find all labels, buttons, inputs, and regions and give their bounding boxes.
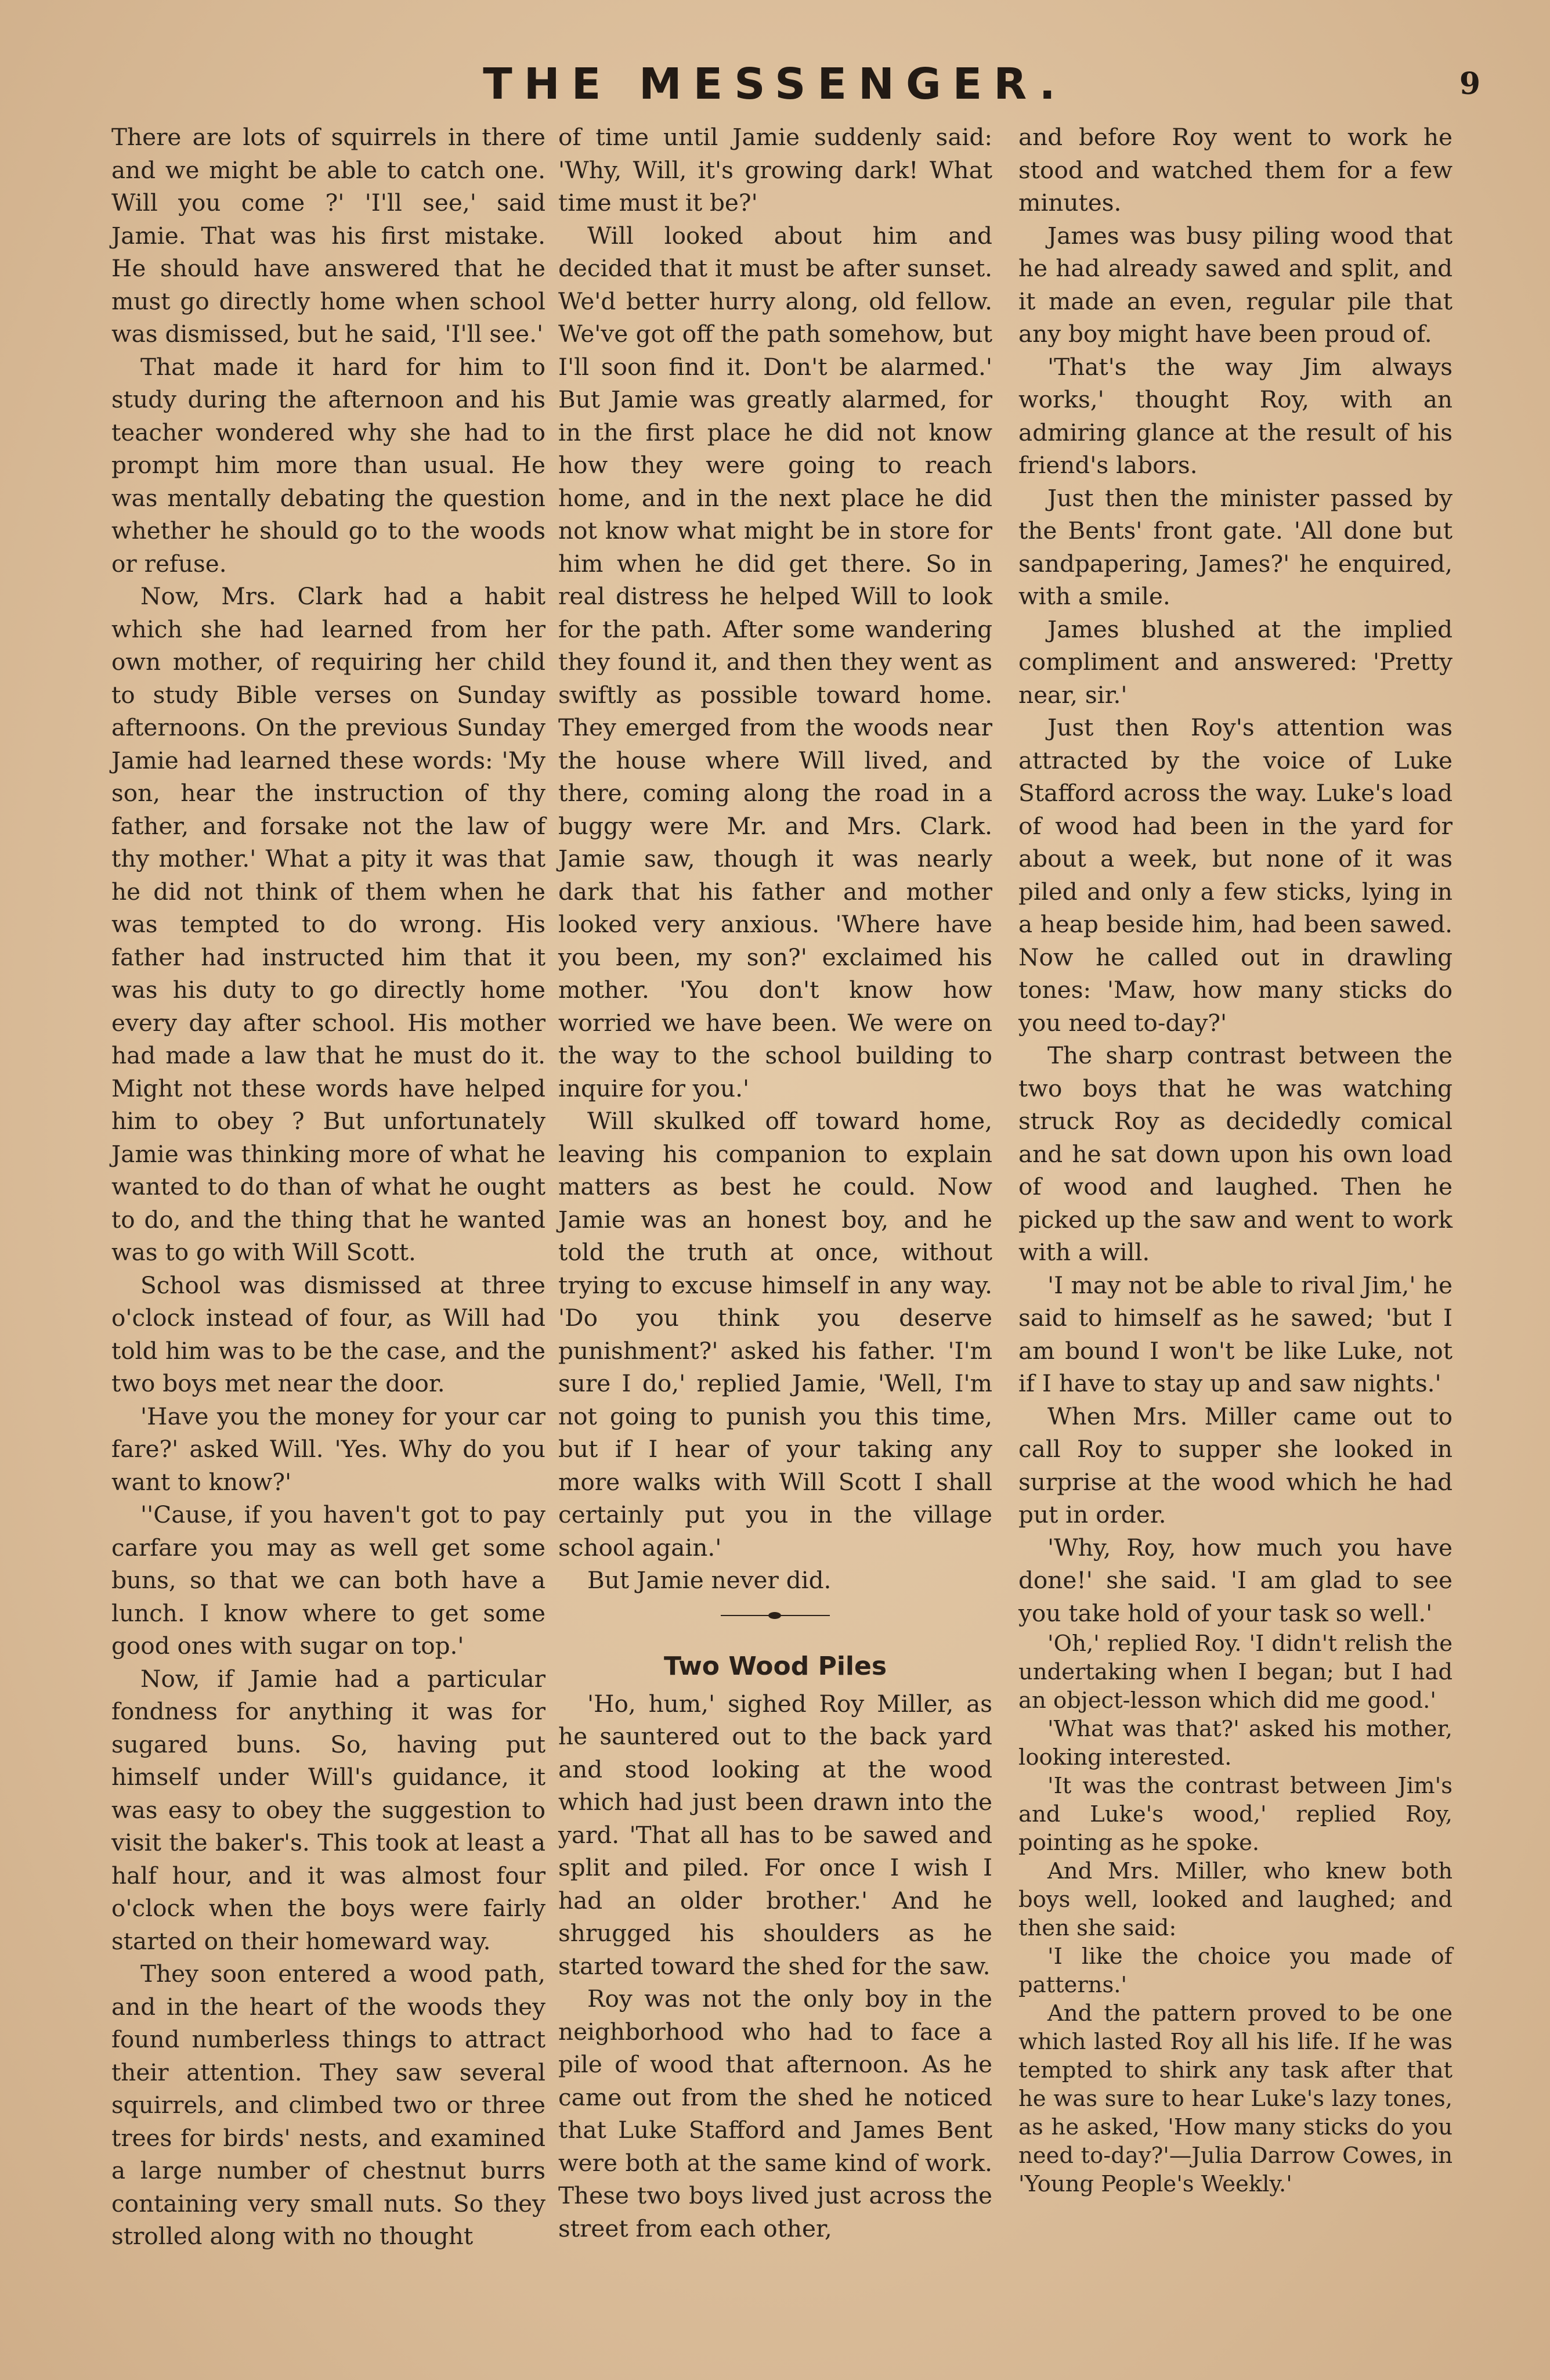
article-heading: Two Wood Piles: [663, 1651, 887, 1681]
paragraph: ''Cause, if you haven't got to pay carfare you may as well get some buns, so that we can both have a lunch. I know where to get some good ones with sugar on top.': [111, 1501, 545, 1660]
paragraph: 'That's the way Jim always works,' thought Roy, with an admiring glance at the result of his friend's labors.: [1018, 352, 1453, 479]
paragraph: 'Oh,' replied Roy. 'I didn't relish the undertaking when I began; but I had an object-lesson which did me good.': [1018, 1631, 1453, 1714]
paragraph: 'I like the choice you made of patterns.': [1018, 1943, 1453, 1998]
section-divider: [558, 1610, 992, 1621]
masthead-title: THE MESSENGER.: [483, 59, 1067, 109]
paragraph: 'Why, Roy, how much you have done!' she said. 'I am glad to see you take hold of your task so well.': [1018, 1533, 1453, 1627]
page-number: 9: [1459, 66, 1480, 102]
masthead: [0, 53, 1550, 117]
paragraph: 'I may not be able to rival Jim,' he said to himself as he sawed; 'but I am bound I won't be like Luke, not if I have to stay up and saw nights.': [1018, 1271, 1453, 1397]
paragraph: Just then the minister passed by the Bents' front gate. 'All done but sandpapering, James?' he enquired, with a smile.: [1018, 484, 1453, 610]
paragraph: James was busy piling wood that he had already sawed and split, and it made an even, regular pile that any boy might have been proud of.: [1018, 221, 1453, 348]
column-1: [111, 121, 545, 2280]
paragraph: 'Ho, hum,' sighed Roy Miller, as he sauntered out to the back yard and stood looking at the wood which had just been drawn into the yard. 'That all has to be sawed and split and piled. For once I wish I had an older brother.' And he shrugged his shoulders as he started toward the shed for the saw.: [558, 1689, 992, 1980]
paragraph: School was dismissed at three o'clock instead of four, as Will had told him was to be the case, and the two boys met near the door.: [111, 1271, 545, 1397]
paragraph: Roy was not the only boy in the neighborhood who had to face a pile of wood that afternoon. As he came out from the shed he noticed that Luke Stafford and James Bent were both at the same kind of work. These two boys lived just across the street from each other,: [558, 1985, 992, 2242]
paragraph: Now, if Jamie had a particular fondness for anything it was for sugared buns. So, having put himself under Will's guidance, it was easy to obey the suggestion to visit the baker's. This took at least a half hour, and it was almost four o'clock when the boys were fairly started on their homeward way.: [111, 1664, 545, 1955]
paragraph: Just then Roy's attention was attracted by the voice of Luke Stafford across the way. Luke's load of wood had been in the yard for about a week, but none of it was piled and only a few sticks, lying in a heap beside him, had been sawed. Now he called out in drawling tones: 'Maw, how many sticks do you need to-day?': [1018, 713, 1453, 1037]
paragraph: Now, Mrs. Clark had a habit which she had learned from her own mother, of requiring her child to study Bible verses on Sunday afternoons. On the previous Sunday Jamie had learned these words: 'My son, hear the instruction of thy father, and forsake not the law of thy mother.' What a pity it was that he did not think of them when he was tempted to do wrong. His father had instructed him that it was his duty to go directly home every day after school. His mother had made a law that he must do it. Might not these words have helped him to obey ? But unfortunately Jamie was thinking more of what he wanted to do than of what he ought to do, and the thing that he wanted was to go with Will Scott.: [111, 582, 545, 1266]
paragraph: Will skulked off toward home, leaving his companion to explain matters as best he could. Now Jamie was an honest boy, and he told the truth at once, without trying to excuse himself in any way. 'Do you think you deserve punishment?' asked his father. 'I'm sure I do,' replied Jamie, 'Well, I'm not going to punish you this time, but if I hear of your taking any more walks with Will Scott I shall certainly put you in the village school again.': [558, 1107, 992, 1562]
paragraph: and before Roy went to work he stood and watched them for a few minutes.: [1018, 123, 1453, 217]
paragraph: 'What was that?' asked his mother, looking interested.: [1018, 1716, 1453, 1770]
paragraph: And Mrs. Miller, who knew both boys well, looked and laughed; and then she said:: [1018, 1858, 1453, 1941]
paragraph: The sharp contrast between the two boys that he was watching struck Roy as decidedly comical and he sat down upon his own load of wood and laughed. Then he picked up the saw and went to work with a will.: [1018, 1041, 1453, 1266]
paragraph: James blushed at the implied compliment and answered: 'Pretty near, sir.': [1018, 615, 1453, 709]
paragraph: That made it hard for him to study during the afternoon and his teacher wondered why she had to prompt him more than usual. He was mentally debating the question whether he should go to the woods or refuse.: [111, 352, 545, 578]
paragraph: And the pattern proved to be one which lasted Roy all his life. If he was tempted to shirk any task after that he was sure to hear Luke's lazy tones, as he asked, 'How many sticks do you need to-day?'—Julia Darrow Cowes, in 'Young People's Weekly.': [1018, 2000, 1453, 2197]
paragraph: They soon entered a wood path, and in the heart of the woods they found numberless things to attract their attention. They saw several squirrels, and climbed two or three trees for birds' nests, and examined a large number of chestnut burrs containing very small nuts. So they strolled along with no thought: [111, 1960, 545, 2250]
paragraph: When Mrs. Miller came out to call Roy to supper she looked in surprise at the wood which he had put in order.: [1018, 1402, 1453, 1528]
paragraph: But Jamie never did.: [587, 1566, 832, 1594]
column-2: [558, 121, 992, 2280]
paragraph: There are lots of squirrels in there and we might be able to catch one. Will you come ?' 'I'll see,' said Jamie. That was his first mistake. He should have answered that he must go directly home when school was dismissed, but he said, 'I'll see.': [111, 123, 545, 348]
paragraph: 'It was the contrast between Jim's and Luke's wood,' replied Roy, pointing as he spoke.: [1018, 1773, 1453, 1856]
paragraph: Will looked about him and decided that it must be after sunset. We'd better hurry along, old fellow. We've got off the path somehow, but I'll soon find it. Don't be alarmed.' But Jamie was greatly alarmed, for in the first place he did not know how they were going to reach home, and in the next place he did not know what might be in store for him when he did get there. So in real distress he helped Will to look for the path. After some wandering they found it, and then they went as swiftly as possible toward home. They emerged from the woods near the house where Will lived, and there, coming along the road in a buggy were Mr. and Mrs. Clark. Jamie saw, though it was nearly dark that his father and mother looked very anxious. 'Where have you been, my son?' exclaimed his mother. 'You don't know how worried we have been. We were on the way to the school building to inquire for you.': [558, 221, 992, 1102]
paragraph: of time until Jamie suddenly said: 'Why, Will, it's growing dark! What time must it be?': [558, 123, 992, 217]
paragraph: 'Have you the money for your car fare?' asked Will. 'Yes. Why do you want to know?': [111, 1402, 545, 1496]
column-3: [1018, 121, 1453, 2280]
